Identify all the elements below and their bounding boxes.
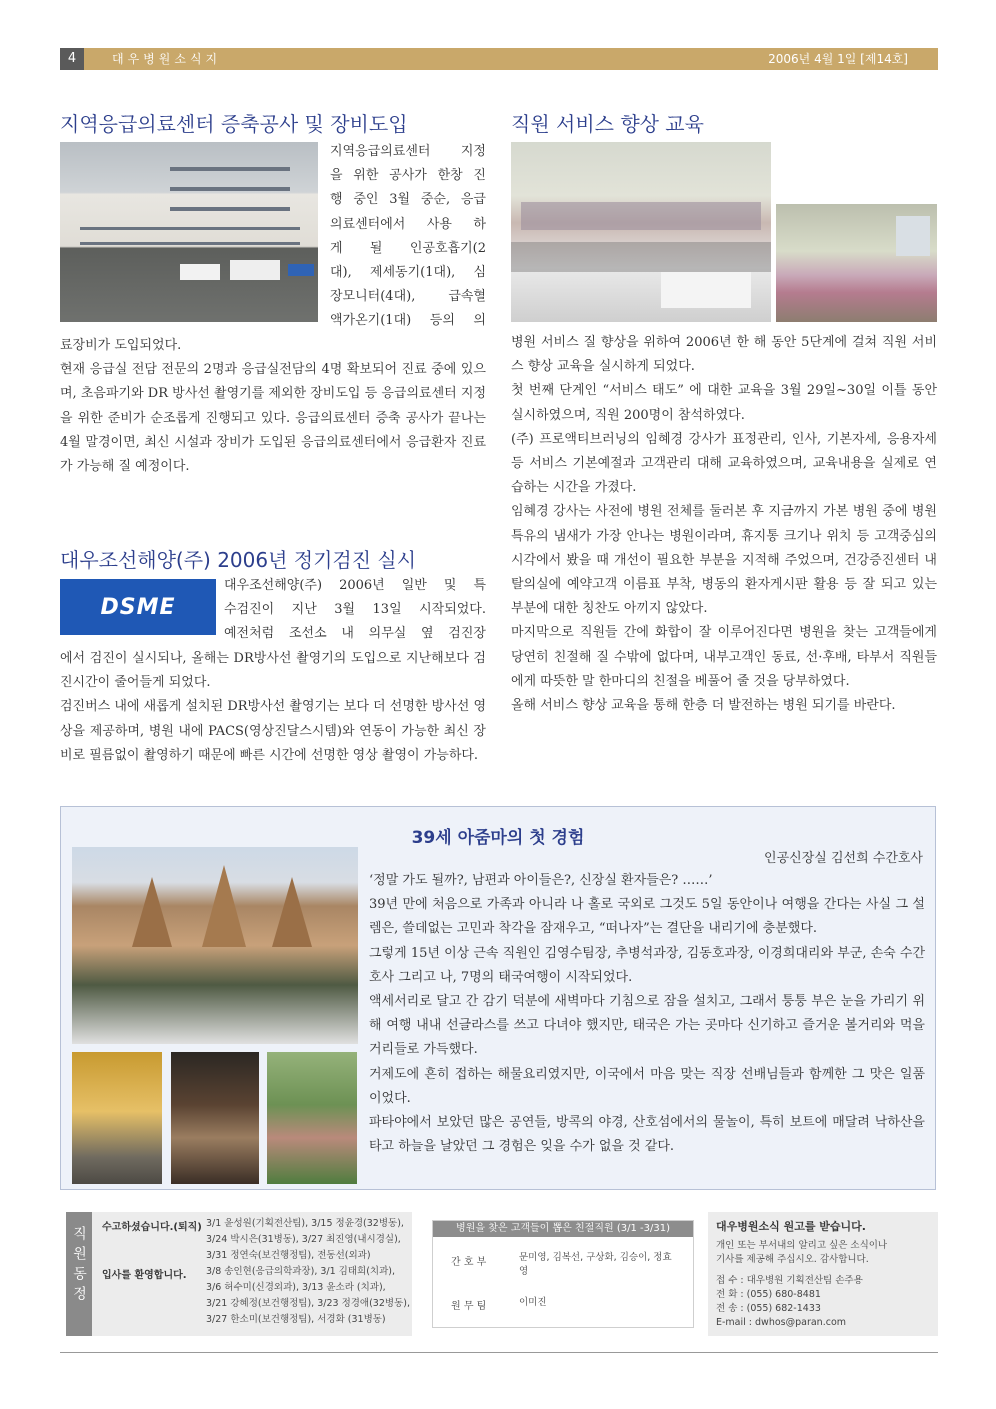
newsletter-title: 대우병원소식지 <box>112 52 222 66</box>
article1-lead-line: 지역응급의료센터 지정 <box>330 144 486 159</box>
article1-lead-line: 게 될 인공호흡기(2 <box>330 240 486 256</box>
article2-lead-line: 예전처럼 조선소 내 의무실 옆 검진장 <box>224 626 486 642</box>
article3-body: 병원 서비스 질 향상을 위하여 2006년 한 해 동안 5단계에 걸쳐 직원 서비스 향상 교육을 실시하게 되었다. 첫 번째 단계인 “서비스 태도” 에 대한 교육을 3월 29일~30일 이틀 동안 실시하였으며, 직원 200명이 참석하였다. (주) 프로액티브러닝의 임혜경 강사가 표정관리, 인사, 기본자세, 응용자세 등 서비스 기본예절과 고객관리 대해 교육하였으며, 교육내용을 실제로 연습하는 시간을 가졌다. 임혜경 강사는 사전에 병원 전체를 둘러본 후 지금까지 가본 병원 중에 병원 특유의 냄새가 가장 안나는 병원이라며, 휴지통 크기나 위치 등 고객중심의 시각에서 봤을 때 개선이 필요한 부분을 지적해 주었으며, 건강증진센터 내 탈의실에 예약고객 이름표 부착, 병동의 환자게시판 활용 등 잘 되고 있는 부분에 대한 칭찬도 아끼지 않았다. 마지막으로 직원들 간에 화합이 잘 이루어진다면 병원을 찾는 고객들에게 당연히 친절해 질 수밖에 없다며, 내부고객인 동료, 선·후배, 타부서 직원들에게 따뜻한 말 한마디의 친절을 베풀어 줄 것을 당부하였다. 올해 서비스 향상 교육을 통해 한층 더 발전하는 병원 되기를 바란다. <box>511 335 937 714</box>
article1-title: 지역응급의료센터 증축공사 및 장비도입 <box>60 112 408 136</box>
retired-label: 수고하셨습니다.(퇴직) <box>102 1222 202 1233</box>
article1-lead-line: 의료센터에서 사용 하 <box>330 216 486 232</box>
travel-photo-statue <box>72 1052 162 1184</box>
contribution-contact: 전 송 : (055) 682-1433 <box>716 1303 821 1314</box>
article2-title: 대우조선해양(주) 2006년 정기검진 실시 <box>60 548 417 572</box>
contribution-email: E-mail : dwhos@paran.com <box>716 1317 847 1328</box>
kind-staff-dept: 원 무 팀 <box>451 1301 487 1312</box>
article2-lead <box>224 574 486 647</box>
kind-staff-names: 이미진 <box>519 1297 547 1308</box>
retired-line: 3/24 박시은(31병동), 3/27 최진영(내시경실), <box>206 1234 401 1245</box>
issue-date: 2006년 4월 1일 [제14호] <box>768 52 908 66</box>
contribution-desc: 기사를 제공해 주십시오. 감사합니다. <box>716 1254 869 1265</box>
kind-staff-names: 문미영, 김복선, 구상화, 김승이, 정효영 <box>519 1252 672 1277</box>
contribution-panel <box>708 1212 938 1336</box>
contribution-contact: 접 수 : 대우병원 기획전산팀 손주용 <box>716 1275 863 1286</box>
article1-lead-line: 행 중인 3월 중순, 응급 <box>330 192 486 208</box>
kind-staff-dept: 간 호 부 <box>451 1257 487 1268</box>
joined-line: 3/27 한소미(보건행정팀), 서경화 (31병동) <box>206 1314 386 1325</box>
dsme-logo <box>60 579 216 635</box>
article1-body: 료장비가 도입되었다. 현재 응급실 전담 전문의 2명과 응급실전담의 4명 확보되어 진료 중에 있으며, 초음파기와 DR 방사선 촬영기를 제외한 장비도입 등 응급의료센터 지정을 위한 준비가 순조롭게 진행되고 있다. 응급의료센터 증축 공사가 끝나는 4월 말경이면, 최신 시설과 장비가 도입된 응급의료센터에서 응급환자 진료가 가능해 질 예정이다. <box>60 338 486 475</box>
retired-line: 3/31 정연숙(보건행정팀), 전동선(외과) <box>206 1250 371 1261</box>
travel-photo-dinner <box>171 1052 259 1184</box>
training-bow-photo <box>776 204 937 322</box>
travel-essay-box <box>60 806 936 1190</box>
article2-body: 에서 검진이 실시되나, 올해는 DR방사선 촬영기의 도입으로 지난해보다 검진시간이 줄어들게 되었다. 검진버스 내에 새롭게 설치된 DR방사선 촬영기는 보다 더 선명한 방사선 영상을 제공하며, 병원 내에 PACS(영상진달스시템)와 연동이 가능한 최신 장비로 필름없이 촬영하기 때문에 빠른 시간에 선명한 영상 촬영이 가능하다. <box>60 651 486 763</box>
page-header <box>60 48 938 70</box>
kind-staff-box <box>432 1220 694 1328</box>
training-class-photo <box>511 142 771 322</box>
article1-lead-line: 액가온기(1대) 등의 의 <box>330 313 486 329</box>
joined-line: 3/21 강혜정(보건행정팀), 3/23 정경애(32병동), <box>206 1298 410 1309</box>
staff-news-tab <box>66 1212 92 1336</box>
article3-title: 직원 서비스 향상 교육 <box>511 112 704 136</box>
contribution-title: 대우병원소식 원고를 받습니다. <box>716 1220 866 1233</box>
travel-essay-body: ‘정말 가도 될까?, 남편과 아이들은?, 신장실 환자들은? ……’ 39년 만에 처음으로 가족과 아니라 나 홀로 국외로 그것도 5일 동안이나 여행을 간다는 사실 그 설렘은, 쓸데없는 고민과 착각을 잠재우고, “떠나자”는 결단을 내리기에 충분했다. 그렇게 15년 이상 근속 직원인 김영수팀장, 추병석과장, 김동호과장, 이경희대리와 부군, 손숙 수간호사 그리고 나, 7명의 태국여행이 시작되었다. 액세서리로 달고 간 감기 덕분에 새벽마다 기침으로 잠을 설치고, 그래서 퉁퉁 부은 눈을 가리기 위해 여행 내내 선글라스를 쓰고 다녀야 했지만, 태국은 가는 곳마다 신기하고 즐거운 볼거리와 먹을거리들로 가득했다. 거제도에 흔히 접하는 해물요리였지만, 이국에서 마음 맞는 직장 선배님들과 함께한 그 맛은 일품이었다. 파타야에서 보았던 많은 공연들, 방콕의 야경, 산호섬에서의 물놀이, 특히 보트에 매달려 낙하산을 타고 하늘을 날았던 그 경험은 잊을 수가 없을 것 같다. <box>369 873 925 1155</box>
staff-news-tab-label: 직원동정 <box>71 1226 87 1306</box>
emergency-building-photo <box>60 142 318 322</box>
contribution-desc: 개인 또는 부서내의 알리고 싶은 소식이나 <box>716 1240 888 1251</box>
page-number: 4 <box>60 48 84 70</box>
retired-line: 3/1 윤성원(기획전산팀), 3/15 정윤경(32병동), <box>206 1218 404 1229</box>
kind-staff-heading: 병원을 찾은 고객들이 뽑은 친절직원 (3/1 -3/31) <box>433 1221 693 1237</box>
article1-lead-line: 장모니터(4대), 급속혈 <box>330 289 486 305</box>
joined-line: 3/8 송인현(응급의학과장), 3/1 김태희(치과), <box>206 1266 395 1277</box>
travel-essay-author: 인공신장실 김선희 수간호사 <box>764 851 923 866</box>
article1-lead-line: 대), 제세동기(1대), 심 <box>330 265 486 281</box>
dsme-logo-text: DSME <box>100 594 176 620</box>
article1-lead <box>330 140 486 334</box>
contribution-contact: 전 화 : (055) 680-8481 <box>716 1289 821 1300</box>
article1-lead-line: 을 위한 공사가 한창 진 <box>330 168 486 184</box>
travel-essay-title: 39세 아줌마의 첫 경험 <box>411 828 585 848</box>
article2-lead-line: 수검진이 지난 3월 13일 시작되었다. <box>224 602 486 618</box>
article2-lead-line: 대우조선해양(주) 2006년 일반 및 특 <box>224 578 486 593</box>
group-travel-photo <box>72 847 358 1044</box>
joined-label: 입사를 환영합니다. <box>102 1270 187 1281</box>
travel-photo-garden <box>267 1052 357 1184</box>
bottom-rule <box>60 1352 938 1353</box>
joined-line: 3/6 허수미(신경외과), 3/13 윤소라 (치과), <box>206 1282 386 1293</box>
staff-news-panel <box>92 1212 412 1336</box>
